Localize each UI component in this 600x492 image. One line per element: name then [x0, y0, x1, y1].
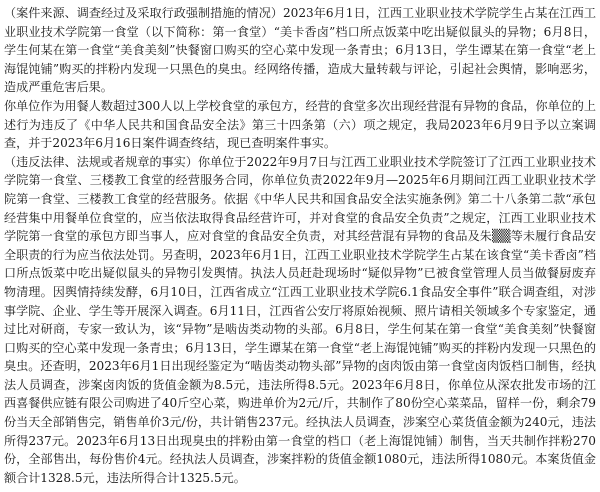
paragraph-violation-facts: （违反法律、法规或者规章的事实）你单位于2022年9月7日与江西工业职业技术学院签订了江西工业职业技术学院第一食堂、三楼教工食堂的经营服务合同，你单位负责2022年9月—2025年6月期间江西工业职业技术学院第一食堂、三楼教工食堂的经营服务。依据《中华人民共和国食品安全法实施条例》第二十八条第二款“承包经营集中用餐单位食堂的，应当依法取得食品经营许可，并对食堂的食品安全负责”之规定，江西工业职业技术学院第一食堂的承包方即当事人，应对食堂的食品安全负责，对其经营混有异物的食品及朱▒▒等未履行食品安全职责的行为应当依法处罚。另查明，2023年6月1日，江西工业职业技术学院学生占某在该食堂“美卡香卤”档口所点饭菜中吃出疑似鼠头的异物引发舆情。执法人员赶赴现场时“疑似异物”已被食堂管理人员当做餐厨废弃物清理。因舆情持续发酵，6月10日，江西省成立“江西工业职业技术学院6.1食品安全事件”联合调查组，对涉事学院、企业、学生等开展深入调查。6月11日，江西省公安厅将原始视频、照片请相关领域多个专家鉴定，通过比对研商，专家一致认为，该“异物”是啮齿类动物的头部。6月8日，学生何某在第一食堂“美食美刻”快餐窗口购买的空心菜中发现一条青虫；6月13日，学生谭某在第一食堂“老上海馄饨铺”购买的拌粉内发现一只黑色的臭虫。还查明，2023年6月1日出现经鉴定为“啮齿类动物头部”异物的卤肉饭由第一食堂卤肉饭档口制售，经执法人员调查，涉案卤肉饭的货值金额为8.5元，违法所得8.5元。2023年6月8日，你单位从深农批发市场的江西喜餐供应链有限公司购进了40斤空心菜，购进单价为2元/斤，共制作了80份空心菜菜品，留样一份，剩余79份当天全部销售完，销售单价3元/份，共计销售237元。经执法人员调查，涉案空心菜货值金额为240元，违法所得237元。2023年6月13日出现臭虫的拌粉由第一食堂的档口（老上海馄饨铺）制售，当天共制作拌粉270份，全部售出，每份售价4元。经执法人员调查，涉案拌粉的货值金额1080元，违法所得1080元。本案货值金额合计1328.5元，违法所得合计1325.5元。 — [4, 154, 596, 485]
paragraph-violation-summary: 你单位作为用餐人数超过300人以上学校食堂的承包方，经营的食堂多次出现经营混有异物的食品，你单位的上述行为违反了《中华人民共和国食品安全法》第三十四条第（六）项之规定，我局2023年6月9日予以立案调查，并于2023年6月16日案件调查终结，现已查明案件事实。 — [4, 98, 596, 151]
paragraph-case-source: （案件来源、调查经过及采取行政强制措施的情况）2023年6月1日，江西工业职业技术学院学生占某在江西工业职业技术学院第一食堂（以下简称：第一食堂）“美卡香卤”档口所点饭菜中吃出疑似鼠头的异物；6月8日，学生何某在第一食堂“美食美刻”快餐窗口购买的空心菜中发现一条青虫；6月13日，学生谭某在第一食堂“老上海馄饨铺”购买的拌粉内发现一只黑色的臭虫。经网络传播，造成大量转载与评论，引起社会舆情，影响恶劣，造成严重危害后果。 — [4, 6, 596, 95]
document-body — [4, 4, 596, 488]
